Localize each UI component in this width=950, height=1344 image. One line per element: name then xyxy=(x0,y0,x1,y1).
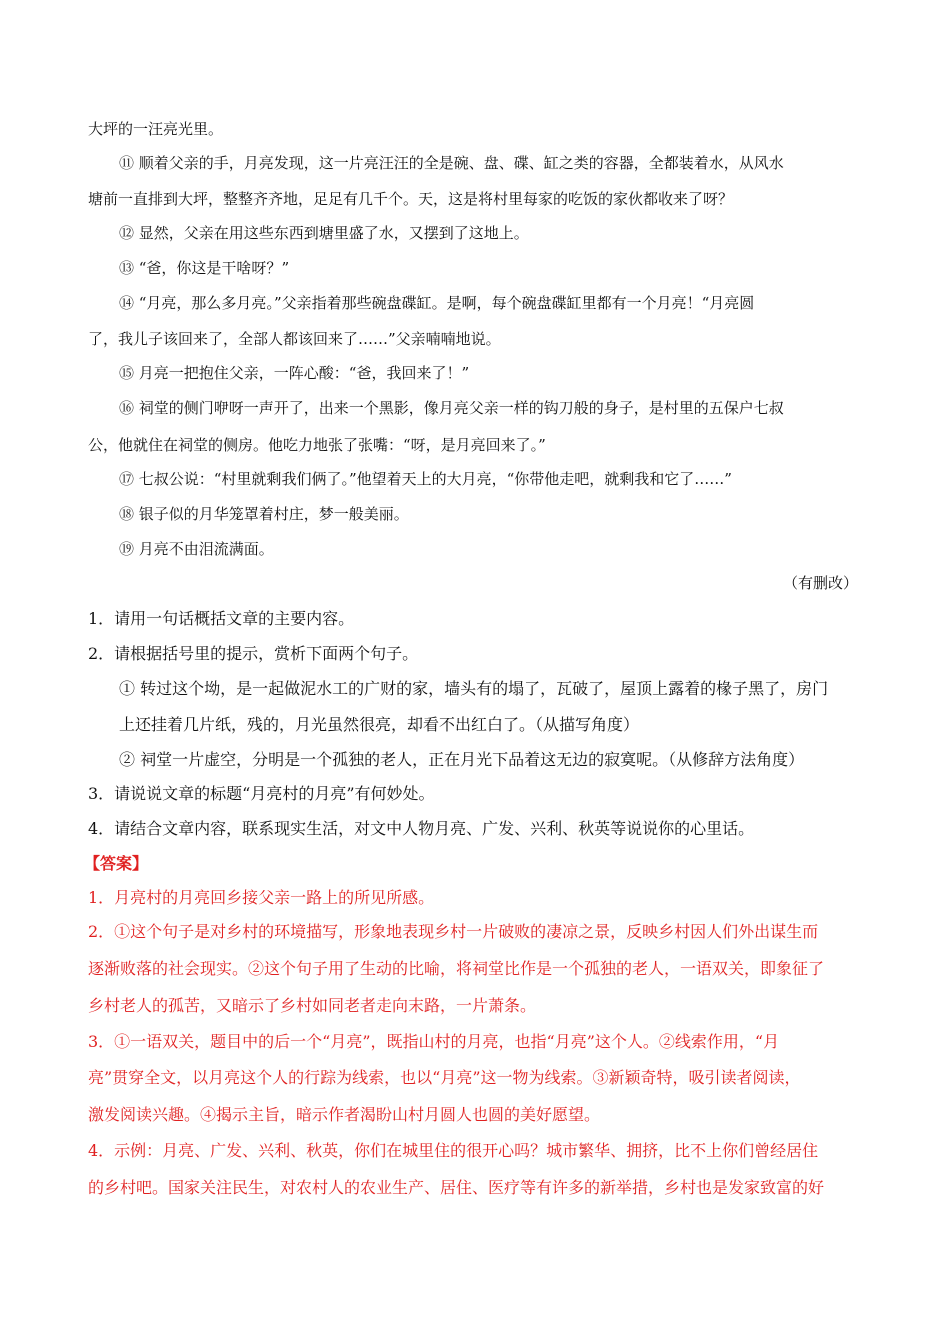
paragraph-19: ⑲ 月亮不由泪流满面。 xyxy=(119,540,274,558)
answer-3-line-3: 激发阅读兴趣。④揭示主旨，暗示作者渴盼山村月圆人也圆的美好愿望。 xyxy=(88,1105,601,1124)
paragraph-10-tail: 大坪的一汪亮光里。 xyxy=(88,120,224,138)
question-3: 3．请说说文章的标题“月亮村的月亮”有何妙处。 xyxy=(88,784,435,803)
question-2: 2．请根据括号里的提示，赏析下面两个句子。 xyxy=(88,644,419,663)
paragraph-11-line-2: 塘前一直排到大坪，整整齐齐地，足足有几千个。天，这是将村里每家的吃饭的家伙都收来了呀？ xyxy=(88,190,734,208)
answer-4-line-1: 4．示例：月亮、广发、兴利、秋英，你们在城里住的很开心吗？城市繁华、拥挤，比不上你们曾经居住 xyxy=(88,1141,819,1160)
paragraph-18: ⑱ 银子似的月华笼罩着村庄，梦一般美丽。 xyxy=(119,505,409,523)
paragraph-16-line-2: 公，他就住在祠堂的侧房。他吃力地张了张嘴：“呀，是月亮回来了。” xyxy=(88,436,546,454)
paragraph-11-line-1: ⑪ 顺着父亲的手，月亮发现，这一片亮汪汪的全是碗、盘、碟、缸之类的容器，全都装着水，从风水 xyxy=(119,154,784,172)
question-2-sentence-1-line-2: 上还挂着几片纸，残的，月光虽然很亮，却看不出红白了。（从描写角度） xyxy=(119,715,640,734)
question-1: 1．请用一句话概括文章的主要内容。 xyxy=(88,609,355,628)
paragraph-14-line-2: 了，我儿子该回来了，全部人都该回来了……”父亲喃喃地说。 xyxy=(88,330,501,348)
paragraph-16-line-1: ⑯ 祠堂的侧门咿呀一声开了，出来一个黑影，像月亮父亲一样的钩刀般的身子，是村里的五保户七叔 xyxy=(119,399,784,417)
answer-1: 1．月亮村的月亮回乡接父亲一路上的所见所感。 xyxy=(88,888,435,907)
source-note: （有删改） xyxy=(782,574,858,592)
answer-3-line-1: 3．①一语双关，题目中的后一个“月亮”，既指山村的月亮，也指“月亮”这个人。②线索作用，“月 xyxy=(88,1032,780,1051)
question-4: 4．请结合文章内容，联系现实生活，对文中人物月亮、广发、兴利、秋英等说说你的心里话。 xyxy=(88,819,755,838)
answer-2-line-2: 逐渐败落的社会现实。②这个句子用了生动的比喻，将祠堂比作是一个孤独的老人，一语双关，即象征了 xyxy=(88,959,825,978)
question-2-sentence-1-line-1: ① 转过这个坳，是一起做泥水工的广财的家，墙头有的塌了，瓦破了，屋顶上露着的椽子黑了，房门 xyxy=(119,679,829,698)
paragraph-13: ⑬ “爸，你这是干啥呀？” xyxy=(119,259,290,277)
answer-heading: 【答案】 xyxy=(84,854,149,873)
answer-4-line-2: 的乡村吧。国家关注民生，对农村人的农业生产、居住、医疗等有许多的新举措，乡村也是发家致富的好 xyxy=(88,1178,825,1197)
answer-2-line-1: 2．①这个句子是对乡村的环境描写，形象地表现乡村一片破败的凄凉之景，反映乡村因人们外出谋生而 xyxy=(88,922,819,941)
answer-3-line-2: 亮”贯穿全文，以月亮这个人的行踪为线索，也以“月亮”这一物为线索。③新颖奇特，吸引读者阅读， xyxy=(88,1068,801,1087)
paragraph-12: ⑫ 显然，父亲在用这些东西到塘里盛了水，又摆到了这地上。 xyxy=(119,224,529,242)
paragraph-17: ⑰ 七叔公说：“村里就剩我们俩了。”他望着天上的大月亮，“你带他走吧，就剩我和它了……” xyxy=(119,470,732,488)
question-2-sentence-2: ② 祠堂一片虚空，分明是一个孤独的老人，正在月光下品着这无边的寂寞呢。（从修辞方法角度） xyxy=(119,750,805,769)
answer-2-line-3: 乡村老人的孤苦，又暗示了乡村如同老者走向末路，一片萧条。 xyxy=(88,996,537,1015)
paragraph-15: ⑮ 月亮一把抱住父亲，一阵心酸：“爸，我回来了！” xyxy=(119,364,470,382)
paragraph-14-line-1: ⑭ “月亮，那么多月亮。”父亲指着那些碗盘碟缸。是啊，每个碗盘碟缸里都有一个月亮！“月亮圆 xyxy=(119,294,755,312)
